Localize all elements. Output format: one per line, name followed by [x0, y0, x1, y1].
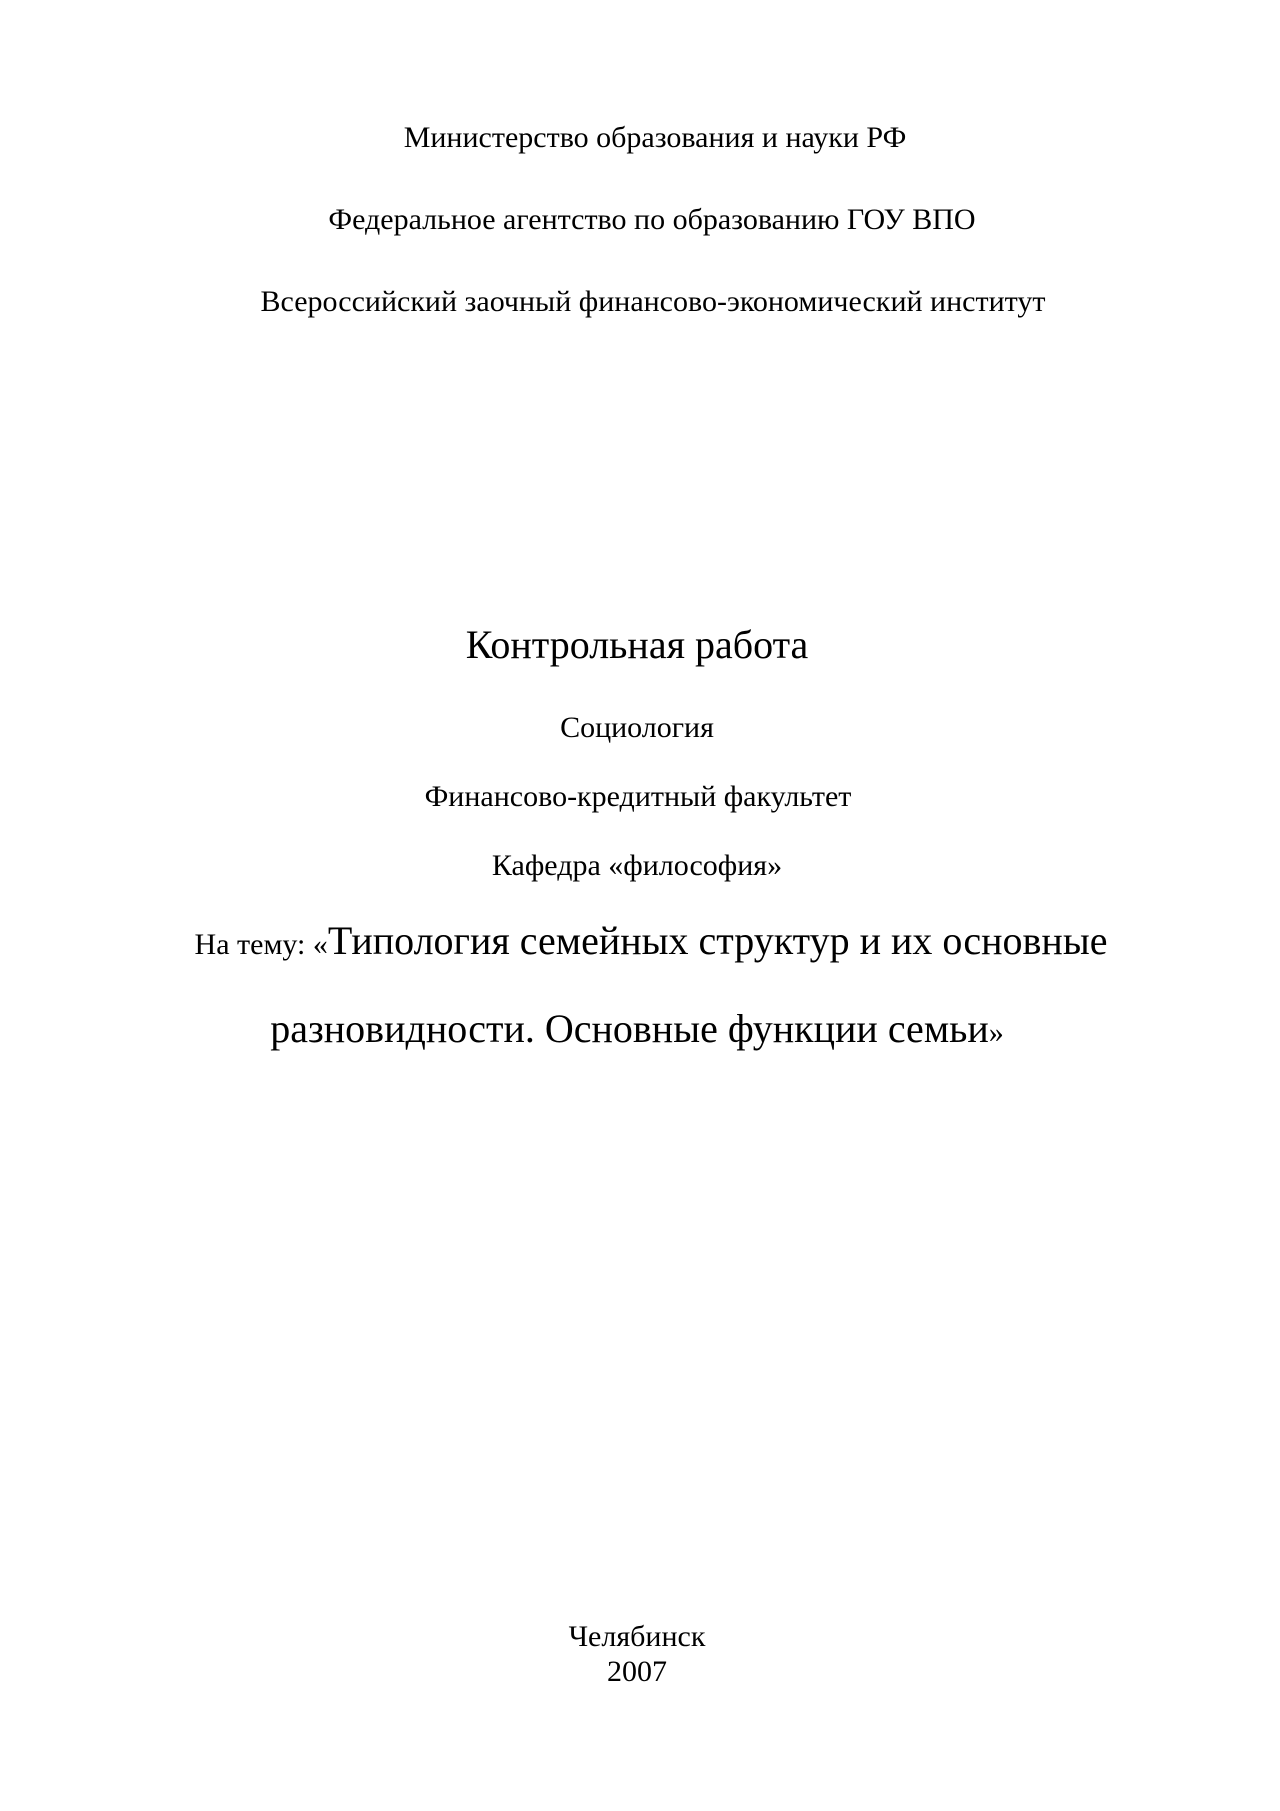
topic-text-2: разновидности. Основные функции семьи — [270, 1006, 989, 1051]
year-line: 2007 — [607, 1655, 667, 1688]
topic-closing-quote: » — [988, 1016, 1004, 1049]
institute-line: Всероссийский заочный финансово-экономический институт — [260, 285, 1046, 318]
city-line: Челябинск — [568, 1620, 706, 1653]
faculty-line: Финансово-кредитный факультет — [424, 780, 852, 813]
agency-line: Федеральное агентство по образованию ГОУ ВПО — [328, 203, 976, 236]
topic-line-2 — [0, 1007, 1277, 1051]
topic-text-1: Типология семейных структур и их основные — [327, 918, 1108, 963]
work-title: Контрольная работа — [465, 622, 809, 667]
topic-prefix: На тему: « — [194, 928, 328, 961]
topic-line-1 — [11, 919, 1280, 963]
subject-line: Социология — [560, 711, 714, 744]
department-line: Кафедра «философия» — [491, 849, 783, 882]
ministry-line: Министерство образования и науки РФ — [403, 121, 907, 154]
